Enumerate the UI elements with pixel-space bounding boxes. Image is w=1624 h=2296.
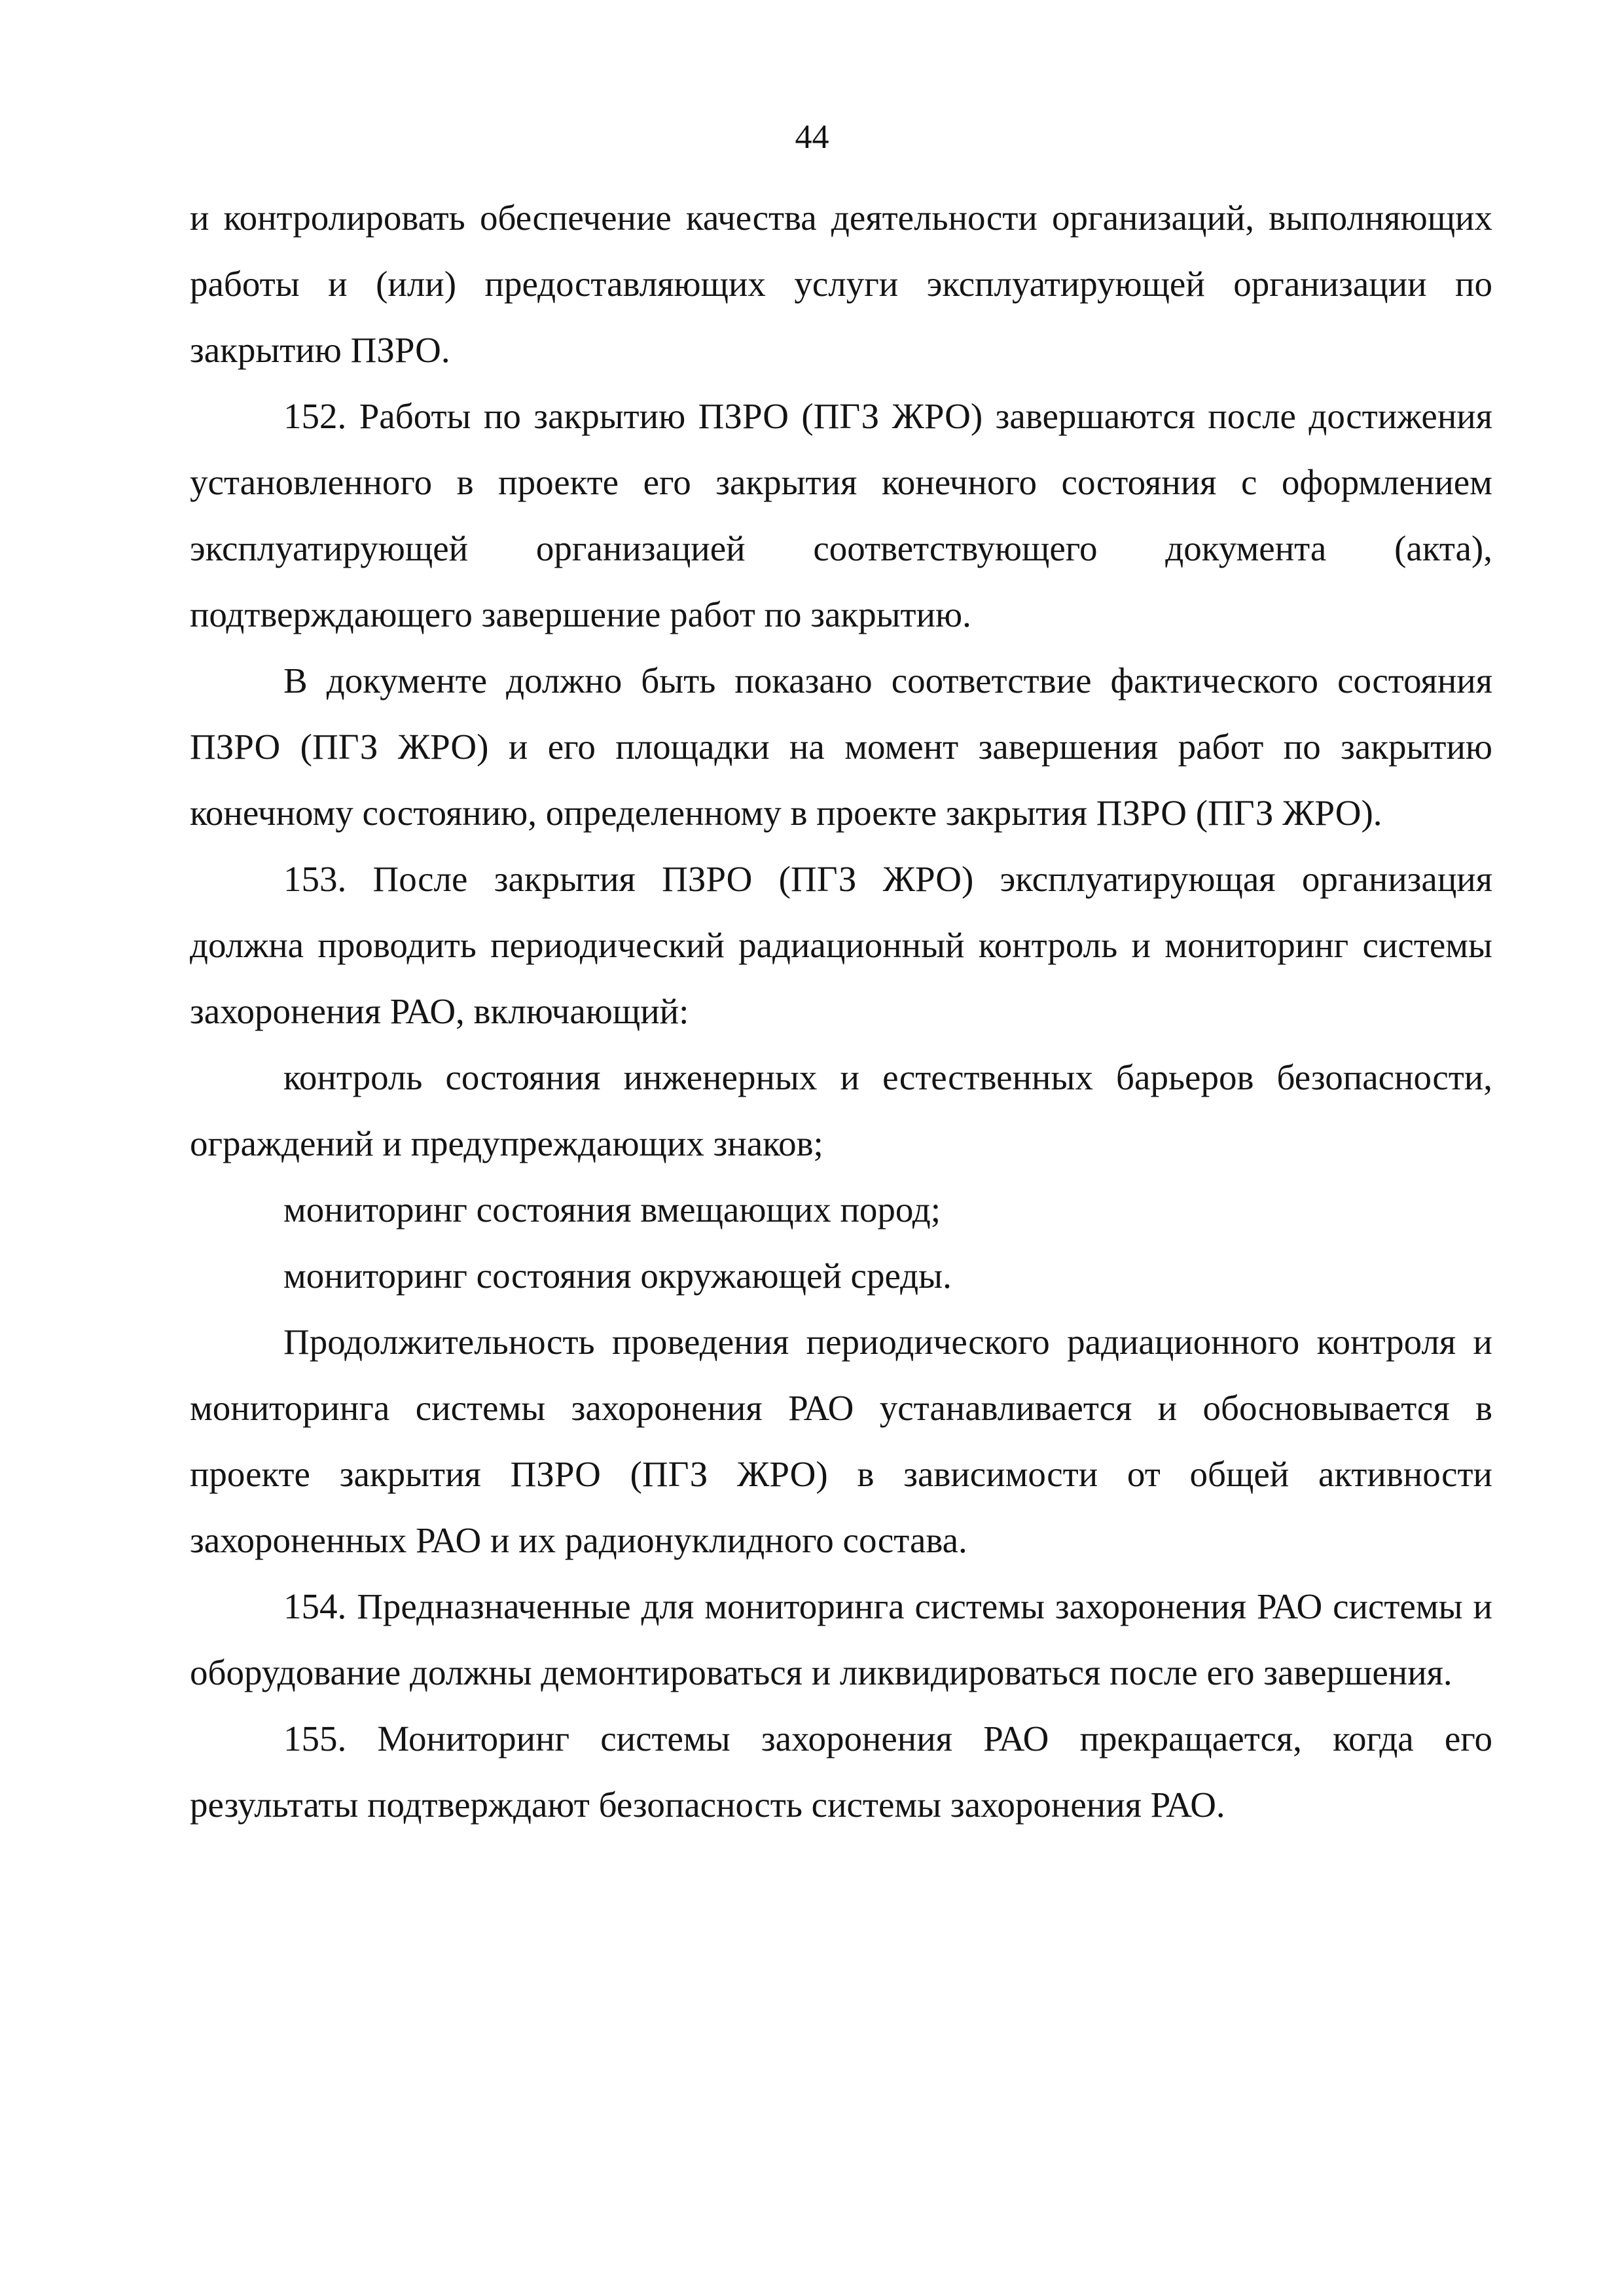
paragraph-item-152: 152. Работы по закрытию ПЗРО (ПГЗ ЖРО) завершаются после достижения установленного в проекте его закрытия конечного состояния с оформлением эксплуатирующей организацией соответствующего документа (акта), подтверждающего завершение работ по закрытию. [190,396,1492,634]
list-item-rock-monitoring: мониторинг состояния вмещающих пород; [283,1190,941,1230]
paragraph-document-requirements: В документе должно быть показано соответствие фактического состояния ПЗРО (ПГЗ ЖРО) и его площадки на момент завершения работ по закрытию конечному состоянию, определенному в проекте закрытия ПЗРО (ПГЗ ЖРО). [190,661,1492,833]
paragraph-item-155: 155. Мониторинг системы захоронения РАО прекращается, когда его результаты подтверждают безопасность системы захоронения РАО. [190,1719,1492,1825]
paragraph-continuation: и контролировать обеспечение качества деятельности организаций, выполняющих работы и (или) предоставляющих услуги эксплуатирующей организации по закрытию ПЗРО. [190,198,1492,370]
list-item-barrier-control: контроль состояния инженерных и естественных барьеров безопасности, ограждений и предупреждающих знаков; [190,1057,1492,1163]
paragraph-item-153: 153. После закрытия ПЗРО (ПГЗ ЖРО) эксплуатирующая организация должна проводить периодический радиационный контроль и мониторинг системы захоронения РАО, включающий: [190,859,1492,1031]
page-number: 44 [795,118,829,156]
document-body [190,185,1492,1838]
list-item-environment-monitoring: мониторинг состояния окружающей среды. [283,1256,952,1296]
paragraph-item-154: 154. Предназначенные для мониторинга системы захоронения РАО системы и оборудование должны демонтироваться и ликвидироваться после его завершения. [190,1586,1492,1692]
paragraph-monitoring-duration: Продолжительность проведения периодического радиационного контроля и мониторинга системы захоронения РАО устанавливается и обосновывается в проекте закрытия ПЗРО (ПГЗ ЖРО) в зависимости от общей активности захороненных РАО и их радионуклидного состава. [190,1322,1492,1560]
